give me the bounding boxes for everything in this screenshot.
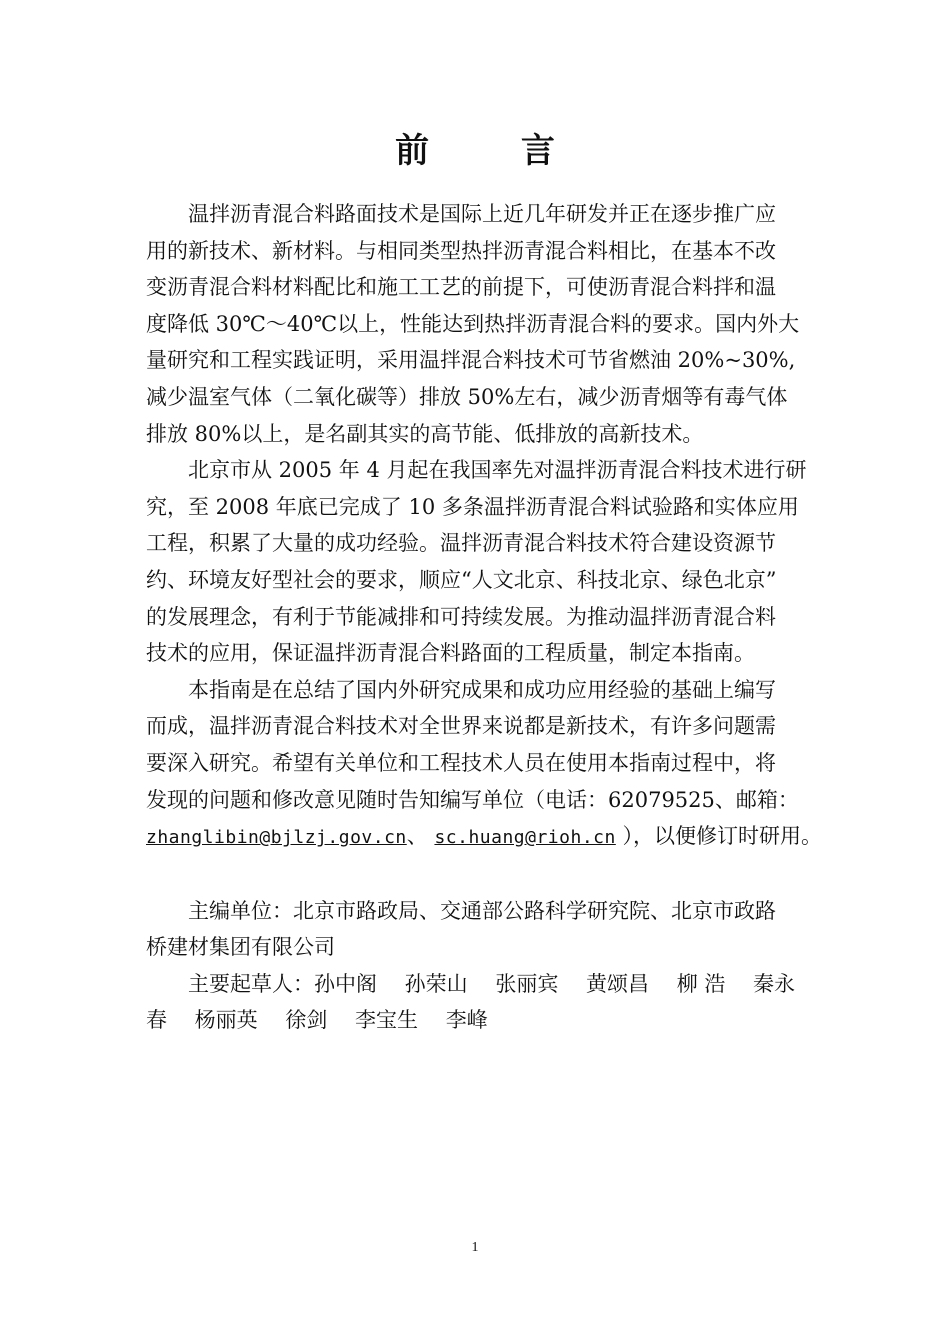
section-spacer — [146, 857, 822, 893]
paragraph-line: 的发展理念，有利于节能减排和可持续发展。为推动温拌沥青混合料 — [146, 604, 776, 629]
paragraph-line: 减少温室气体（二氧化碳等）排放 50%左右，减少沥青烟等有毒气体 — [146, 384, 788, 409]
page-number: 1 — [471, 1240, 479, 1255]
paragraph-line: 北京市从 2005 年 4 月起在我国率先对温拌沥青混合料技术进行研 — [188, 458, 807, 483]
document-body — [146, 196, 822, 1039]
paragraph-line: 究，至 2008 年底已完成了 10 多条温拌沥青混合料试验路和实体应用 — [146, 494, 799, 519]
email-link-schuang[interactable]: sc.huang@rioh.cn — [434, 827, 616, 849]
paragraph-line: 度降低 30℃～40℃以上，性能达到热拌沥青混合料的要求。国内外大 — [146, 311, 800, 336]
paragraph-line: 发现的问题和修改意见随时告知编写单位（电话：62079525、邮箱： — [146, 787, 799, 812]
drafter-line: 主要起草人：孙中阁 孙荣山 张丽宾 黄颂昌 柳 浩 秦永 — [188, 971, 796, 996]
paragraph-3 — [146, 672, 822, 857]
credits-block — [146, 893, 822, 1039]
email-line-tail: ），以便修订时研用。 — [615, 824, 823, 849]
email-line — [146, 818, 822, 857]
page-title: 前 言 — [395, 130, 595, 171]
paragraph-line: 本指南是在总结了国内外研究成果和成功应用经验的基础上编写 — [188, 677, 776, 702]
paragraph-line: 而成，温拌沥青混合料技术对全世界来说都是新技术，有许多问题需 — [146, 714, 776, 739]
email-separator: 、 — [406, 824, 435, 849]
paragraph-line: 约、环境友好型社会的要求，顺应“人文北京、科技北京、绿色北京” — [146, 567, 777, 592]
paragraph-2 — [146, 452, 822, 672]
paragraph-line: 工程，积累了大量的成功经验。温拌沥青混合料技术符合建设资源节 — [146, 531, 776, 556]
paragraph-line: 技术的应用，保证温拌沥青混合料路面的工程质量，制定本指南。 — [146, 641, 755, 666]
paragraph-1 — [146, 196, 822, 452]
paragraph-line: 用的新技术、新材料。与相同类型热拌沥青混合料相比，在基本不改 — [146, 238, 776, 263]
paragraph-line: 温拌沥青混合料路面技术是国际上近几年研发并正在逐步推广应 — [188, 202, 776, 226]
paragraph-line: 排放 80%以上，是名副其实的高节能、低排放的高新技术。 — [146, 421, 704, 446]
paragraph-line: 量研究和工程实践证明，采用温拌混合料技术可节省燃油 20%~30%, — [146, 348, 796, 373]
email-link-zhanglibin[interactable]: zhanglibin@bjlzj.gov.cn — [146, 827, 407, 849]
paragraph-line: 变沥青混合料材料配比和施工工艺的前提下，可使沥青混合料拌和温 — [146, 275, 776, 300]
paragraph-line: 要深入研究。希望有关单位和工程技术人员在使用本指南过程中，将 — [146, 750, 776, 775]
drafter-line: 春 杨丽英 徐剑 李宝生 李峰 — [146, 1008, 488, 1033]
editor-unit-line: 桥建材集团有限公司 — [146, 935, 335, 960]
editor-unit-line: 主编单位：北京市路政局、交通部公路科学研究院、北京市政路 — [188, 898, 776, 923]
